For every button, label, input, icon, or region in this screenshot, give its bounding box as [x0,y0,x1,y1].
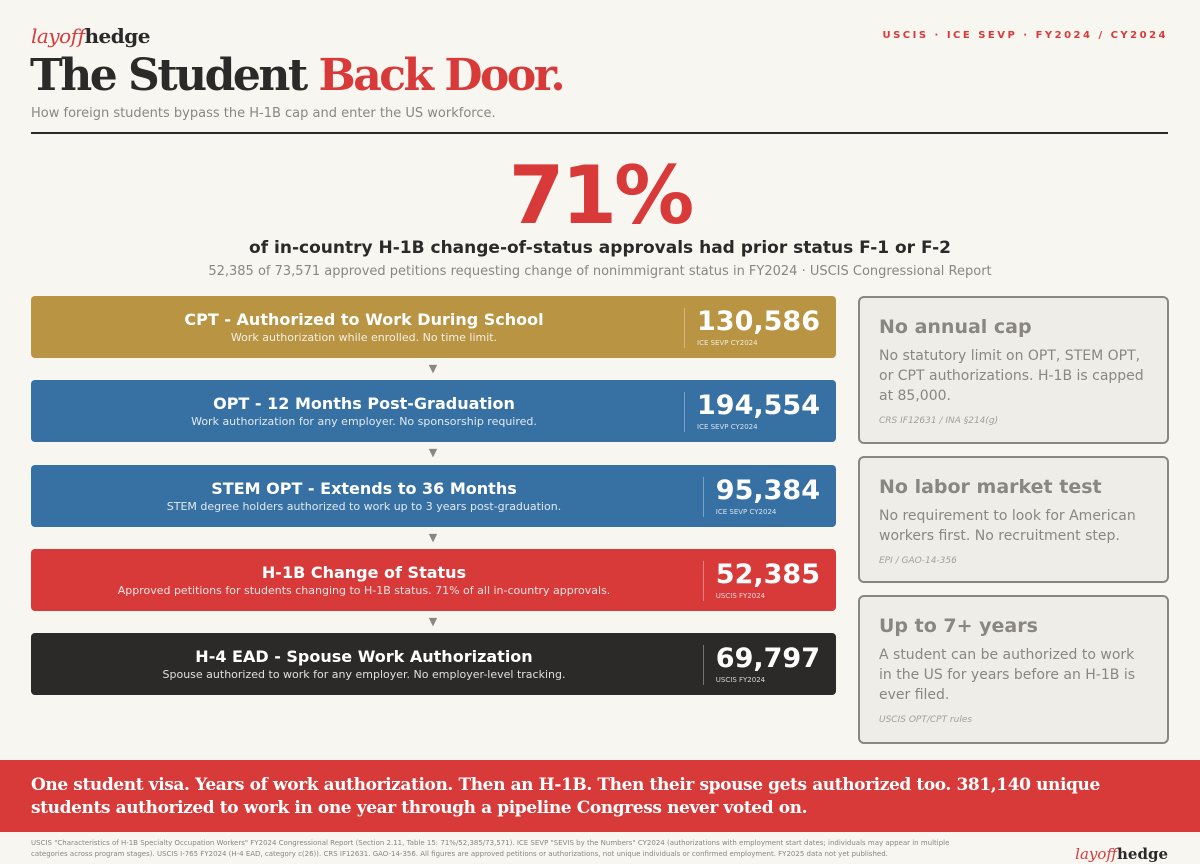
side-note-heading: No labor market test [879,476,1102,498]
brand-logo-part2: hedge [84,24,150,48]
brand-logo-part1: layoff [31,24,85,48]
headline-caption: of in-country H-1B change-of-status approvals had prior status F-1 or F-2 [249,238,951,258]
source-tag: USCIS · ICE SEVP · FY2024 / CY2024 [882,30,1168,41]
stage-h4-ead [31,633,836,695]
stage-source: ICE SEVP CY2024 [697,423,758,431]
side-note-heading: No annual cap [879,316,1032,338]
arrow-down-icon: ▼ [428,362,438,375]
stage-value: 130,586 [697,306,820,337]
summary-banner-text: One student visa. Years of work authorization. Then an H-1B. Then their spouse gets authorized too. 381,140 unique students authorized to work in one year through a pipeline Congress never voted on. [31,775,1100,818]
stage-name: H-1B Change of Status [261,563,467,582]
stage-value: 95,384 [715,475,820,506]
side-note-labor-test [858,456,1169,583]
footer-sources: USCIS "Characteristics of H-1B Specialty Occupation Workers" FY2024 Congressional Report (Section 2.11, Table 15: 71%/52,385/73,571). ICE SEVP "SEVIS by the Numbers" CY2024 (authorizations with employment start dates; individuals may appear in multiple categories across program stages). USCIS I-765 FY2024 (H-4 EAD, category c(26)). CRS IF12631. GAO-14-356. All figures are approved petitions or authorizations, not unique individuals or confirmed employment. FY2025 data not yet published. [31,839,950,858]
stage-desc: Work authorization while enrolled. No time limit. [230,331,498,344]
stage-name: STEM OPT - Extends to 36 Months [211,479,517,498]
side-note-cite: CRS IF12631 / INA §214(g) [879,416,999,426]
stage-name: OPT - 12 Months Post-Graduation [213,394,515,413]
side-note-no-cap [858,296,1169,444]
stage-name: H-4 EAD - Spouse Work Authorization [195,647,533,666]
stage-value: 69,797 [715,643,820,674]
stage-source: ICE SEVP CY2024 [697,339,758,347]
stage-desc: Approved petitions for students changing to H-1B status. 71% of all in-country approvals. [117,584,611,597]
stage-desc: Spouse authorized to work for any employer. No employer-level tracking. [162,668,566,681]
stage-cpt [31,296,836,358]
stage-source: USCIS FY2024 [715,676,766,684]
stage-stem-opt [31,465,836,527]
page-subtitle: How foreign students bypass the H-1B cap and enter the US workforce. [31,106,496,121]
footer-logo [1075,845,1168,863]
headline-note: 52,385 of 73,571 approved petitions requesting change of nonimmigrant status in FY2024 · USCIS Congressional Report [208,264,992,279]
side-note-heading: Up to 7+ years [879,615,1038,637]
stage-opt [31,380,836,442]
headline-stat: 71% [508,149,692,242]
side-note-text: No requirement to look for American workers first. No recruitment step. [879,508,1136,544]
stage-value: 194,554 [697,390,820,421]
stage-value: 52,385 [715,559,820,590]
side-note-cite: EPI / GAO-14-356 [879,556,957,566]
stage-source: USCIS FY2024 [715,592,766,600]
page-title [30,50,563,101]
side-note-text: No statutory limit on OPT, STEM OPT, or CPT authorizations. H-1B is capped at 85,000. [879,348,1144,404]
side-note-years [858,595,1169,744]
stage-desc: Work authorization for any employer. No sponsorship required. [191,415,537,428]
stage-desc: STEM degree holders authorized to work up to 3 years post-graduation. [166,500,562,513]
arrow-down-icon: ▼ [428,531,438,544]
brand-logo [31,24,150,48]
arrow-down-icon: ▼ [428,446,438,459]
summary-banner [0,760,1200,832]
arrow-down-icon: ▼ [428,615,438,628]
title-part2: Back Door. [318,50,564,101]
stage-name: CPT - Authorized to Work During School [184,310,544,329]
footer-logo-part2: hedge [1117,845,1168,863]
header-divider [31,132,1168,134]
footer-logo-part1: layoff [1075,845,1118,863]
side-note-cite: USCIS OPT/CPT rules [879,715,973,725]
stage-h1b-change [31,549,836,611]
stage-source: ICE SEVP CY2024 [715,508,777,516]
side-note-text: A student can be authorized to work in the US for years before an H-1B is ever filed. [879,647,1136,703]
title-part1: The Student [30,50,306,101]
